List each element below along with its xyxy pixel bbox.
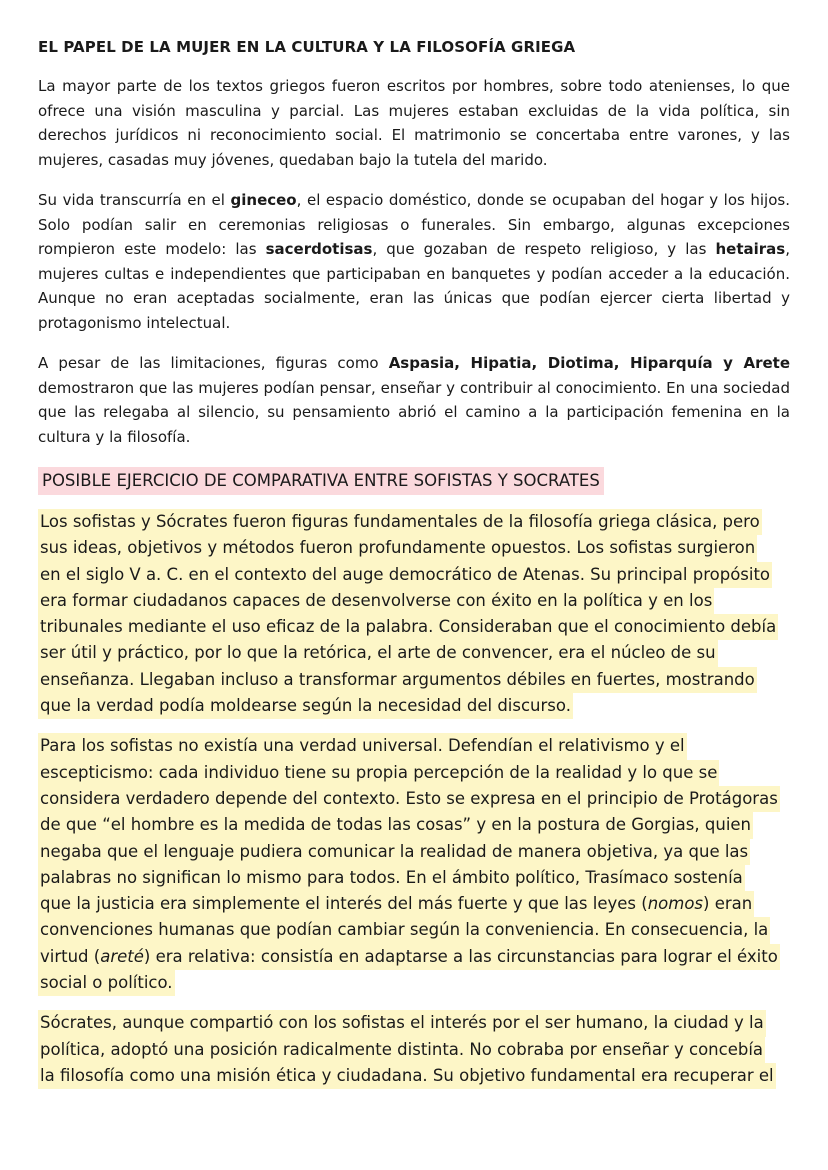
highlighted-paragraph-2 <box>38 733 790 996</box>
highlighted-line: Los sofistas y Sócrates fueron figuras fundamentales de la filosofía griega clásica, pero <box>38 509 762 535</box>
highlighted-line: política, adoptó una posición radicalmente distinta. No cobraba por enseñar y concebía <box>38 1037 765 1063</box>
highlighted-line: ser útil y práctico, por lo que la retórica, el arte de convencer, era el núcleo de su <box>38 640 718 666</box>
line-text: ) eran <box>703 894 753 914</box>
highlighted-line: convenciones humanas que podían cambiar según la conveniencia. En consecuencia, la <box>38 917 770 943</box>
highlighted-line: negaba que el lenguaje pudiera comunicar la realidad de manera objetiva, ya que las <box>38 839 750 865</box>
term-sacerdotisas: sacerdotisas <box>265 240 373 258</box>
highlighted-line: palabras no significan lo mismo para todos. En el ámbito político, Trasímaco sostenía <box>38 865 745 891</box>
highlighted-line: Sócrates, aunque compartió con los sofistas el interés por el ser humano, la ciudad y la <box>38 1010 766 1036</box>
highlighted-paragraph-3 <box>38 1010 790 1089</box>
paragraph-3-text: demostraron que las mujeres podían pensar, enseñar y contribuir al conocimiento. En una sociedad que las relegaba al silencio, su pensamiento abrió el camino a la participación femenina en la cultura y la filosofía. <box>38 378 790 446</box>
term-hetairas: hetairas <box>715 240 786 258</box>
line-text: que la justicia era simplemente el interés del más fuerte y que las leyes ( <box>40 894 648 914</box>
paragraph-2 <box>38 188 790 335</box>
highlighted-line: enseñanza. Llegaban incluso a transformar argumentos débiles en fuertes, mostrando <box>38 667 757 693</box>
highlighted-line: considera verdadero depende del contexto. Esto se expresa en el principio de Protágoras <box>38 786 780 812</box>
highlighted-line: Para los sofistas no existía una verdad universal. Defendían el relativismo y el <box>38 733 687 759</box>
highlighted-paragraph-1 <box>38 509 790 719</box>
paragraph-2-text: , mujeres cultas e independientes que participaban en banquetes y podían acceder a la educación. Aunque no eran aceptadas socialmente, eran las únicas que podían ejercer cierta libertad y protagonismo intelectual. <box>38 240 791 332</box>
highlighted-line: escepticismo: cada individuo tiene su propia percepción de la realidad y lo que se <box>38 760 719 786</box>
highlighted-line: que la verdad podía moldearse según la necesidad del discurso. <box>38 693 573 719</box>
paragraph-3 <box>38 351 790 449</box>
term-gineceo: gineceo <box>230 191 297 209</box>
highlighted-line: tribunales mediante el uso eficaz de la palabra. Consideraban que el conocimiento debía <box>38 614 778 640</box>
term-nomos: nomos <box>647 894 704 914</box>
highlighted-line: en el siglo V a. C. en el contexto del auge democrático de Atenas. Su principal propósito <box>38 562 772 588</box>
paragraph-2-text: Su vida transcurría en el <box>38 191 231 209</box>
names-philosophers: Aspasia, Hipatia, Diotima, Hiparquía y Arete <box>388 354 790 372</box>
highlighted-line <box>38 944 780 970</box>
paragraph-2-text: , que gozaban de respeto religioso, y las <box>372 240 716 258</box>
highlighted-line: social o político. <box>38 970 175 996</box>
paragraph-3-text: A pesar de las limitaciones, figuras como <box>38 354 389 372</box>
highlighted-line: sus ideas, objetivos y métodos fueron profundamente opuestos. Los sofistas surgieron <box>38 535 757 561</box>
section-heading: POSIBLE EJERCICIO DE COMPARATIVA ENTRE SOFISTAS Y SOCRATES <box>38 467 604 495</box>
line-text: virtud ( <box>40 946 101 966</box>
term-arete: areté <box>100 946 144 966</box>
highlighted-line: era formar ciudadanos capaces de desenvolverse con éxito en la política y en los <box>38 588 714 614</box>
highlighted-line <box>38 891 754 917</box>
highlighted-line: de que “el hombre es la medida de todas las cosas” y en la postura de Gorgias, quien <box>38 812 753 838</box>
paragraph-2-text: , el espacio doméstico, donde se ocupaban del hogar y los hijos. Solo podían salir en ceremonias religiosas o funerales. Sin embargo, algunas excepciones rompieron este modelo: las <box>38 191 790 258</box>
document-title: EL PAPEL DE LA MUJER EN LA CULTURA Y LA FILOSOFÍA GRIEGA <box>38 38 576 56</box>
line-text: ) era relativa: consistía en adaptarse a las circunstancias para lograr el éxito <box>143 946 778 966</box>
highlighted-line: la filosofía como una misión ética y ciudadana. Su objetivo fundamental era recuperar el <box>38 1063 776 1089</box>
paragraph-1: La mayor parte de los textos griegos fueron escritos por hombres, sobre todo atenienses, lo que ofrece una visión masculina y parcial. Las mujeres estaban excluidas de la vida política, sin derechos jurídicos ni reconocimiento social. El matrimonio se concertaba entre varones, y las mujeres, casadas muy jóvenes, quedaban bajo la tutela del marido. <box>38 77 790 169</box>
